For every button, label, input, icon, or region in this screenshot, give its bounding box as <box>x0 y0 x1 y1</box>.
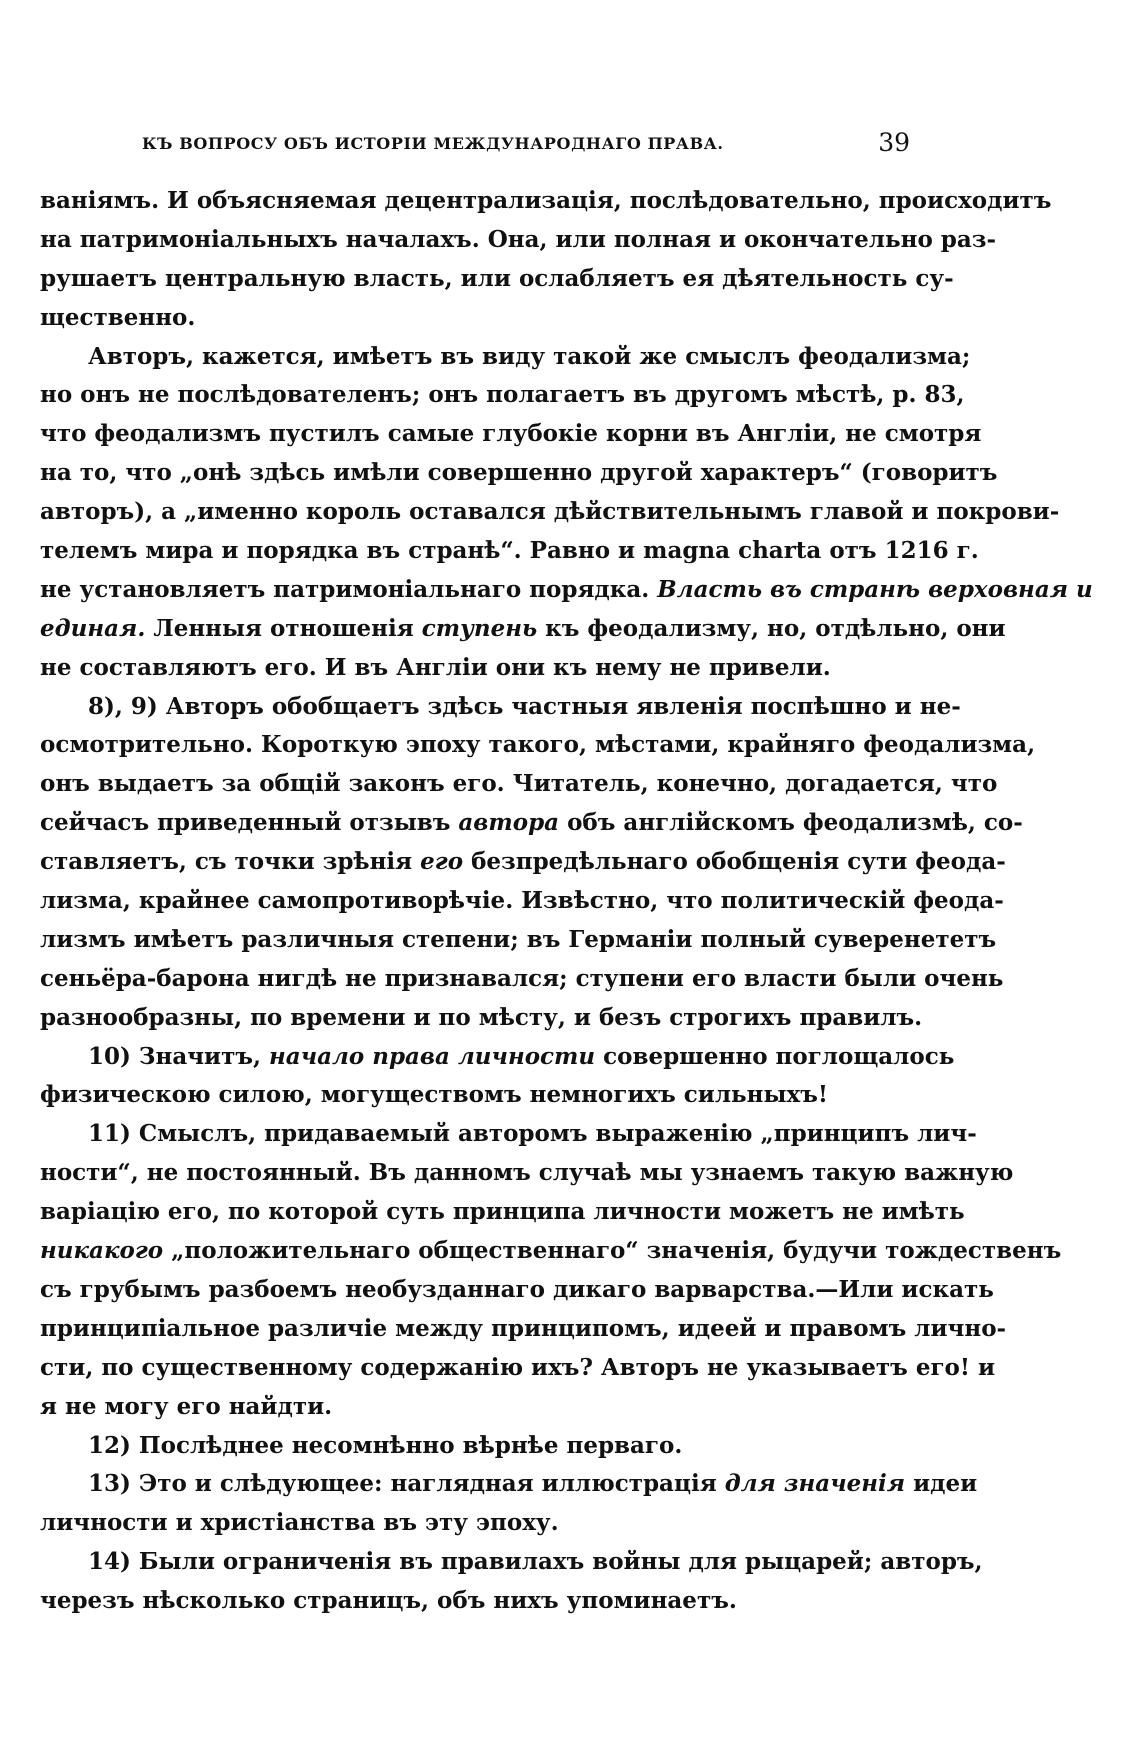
text-line <box>40 454 998 493</box>
text-line <box>40 882 1004 921</box>
text-segment: на патримоніальныхъ началахъ. Она, или полная и окончательно раз- <box>40 225 997 253</box>
text-segment: 12) Послѣднее несомнѣнно вѣрнѣе перваго. <box>88 1431 683 1459</box>
text-segment: разнообразны, по времени и по мѣсту, и безъ строгихъ правилъ. <box>40 1003 923 1031</box>
text-line <box>40 843 1006 882</box>
italic-text-segment: автора <box>458 809 560 837</box>
text-segment: не составляютъ его. И въ Англіи они къ нему не привели. <box>40 653 831 681</box>
text-line <box>40 493 1060 532</box>
text-segment: къ феодализму, но, отдѣльно, они <box>537 614 1006 642</box>
text-segment: варіацію его, по которой суть принципа личности можетъ не имѣть <box>40 1198 965 1226</box>
paragraph-first-line <box>40 1038 955 1077</box>
text-segment: 14) Были ограниченія въ правилахъ войны для рыцарей; авторъ, <box>88 1548 983 1576</box>
text-segment: сейчасъ приведенный отзывъ <box>40 809 459 837</box>
text-segment: черезъ нѣсколько страницъ, объ нихъ упоминаетъ. <box>40 1587 737 1615</box>
text-segment: ности“, не постоянный. Въ данномъ случаѣ мы узнаемъ такую важную <box>40 1159 1014 1187</box>
text-line <box>40 1310 1007 1349</box>
text-segment: Авторъ, кажется, имѣетъ въ виду такой же смыслъ феодализма; <box>88 342 971 370</box>
paragraph-first-line <box>40 1427 910 1466</box>
text-segment: идеи <box>905 1470 978 1498</box>
text-segment: авторъ), а „именно король оставался дѣйствительнымъ главой и покрови- <box>40 498 1060 526</box>
text-segment: не установляетъ патримоніальнаго порядка. <box>40 575 658 603</box>
text-line <box>40 1154 1014 1193</box>
text-segment: щественно. <box>40 303 196 331</box>
body-text <box>40 182 1093 1621</box>
italic-text-segment: его <box>420 848 464 876</box>
text-segment: я не могу его найдти. <box>40 1392 333 1420</box>
text-segment: 13) Это и слѣдующее: наглядная иллюстрація <box>88 1470 725 1498</box>
italic-text-segment: для значенія <box>724 1470 906 1498</box>
paragraph-first-line <box>40 1465 978 1504</box>
text-line <box>40 804 1023 843</box>
text-line <box>40 765 998 804</box>
text-segment: сти, по существенному содержанію ихъ? Авторъ не указываетъ его! и <box>40 1353 996 1381</box>
text-segment: принципіальное различіе между принципомъ, идеей и правомъ лично- <box>40 1314 1007 1342</box>
text-segment: что феодализмъ пустилъ самые глубокіе корни въ Англіи, не смотря <box>40 420 982 448</box>
text-segment: 8), 9) Авторъ обобщаетъ здѣсь частныя явленія поспѣшно и не- <box>88 692 961 720</box>
text-segment: 11) Смыслъ, придаваемый авторомъ выраженію „принципъ лич- <box>88 1120 977 1148</box>
text-segment: онъ выдаетъ за общій законъ его. Читатель, конечно, догадается, что <box>40 770 998 798</box>
text-line <box>40 1388 910 1427</box>
italic-text-segment: ступень <box>421 614 538 642</box>
text-line <box>40 1232 1062 1271</box>
text-line <box>40 1193 965 1232</box>
text-segment: рушаетъ центральную власть, или ослабляетъ ея дѣятельность су- <box>40 264 954 292</box>
text-segment: сеньёра-барона нигдѣ не признавался; ступени его власти были очень <box>40 964 1004 992</box>
text-line <box>40 921 997 960</box>
text-line <box>40 960 1004 999</box>
text-segment: Ленныя отношенія <box>145 614 422 642</box>
text-line <box>40 1349 996 1388</box>
text-line <box>40 999 923 1038</box>
text-segment: телемъ мира и порядка въ странѣ“. Равно и magna charta отъ 1216 г. <box>40 537 979 565</box>
text-segment: 10) Значитъ, <box>88 1042 270 1070</box>
text-line <box>40 649 910 688</box>
text-line <box>40 182 1052 221</box>
text-line <box>40 260 954 299</box>
text-segment: но онъ не послѣдователенъ; онъ полагаетъ въ другомъ мѣстѣ, р. 83, <box>40 381 965 409</box>
text-segment: безпредѣльнаго обобщенія сути феода- <box>463 848 1006 876</box>
text-line <box>40 1076 910 1115</box>
italic-text-segment: никакого <box>40 1237 164 1265</box>
text-line <box>40 726 1036 765</box>
text-segment: физическою силою, могуществомъ немногихъ сильныхъ! <box>40 1081 829 1109</box>
text-segment: совершенно поглощалось <box>595 1042 955 1070</box>
paragraph-first-line <box>40 338 971 377</box>
text-line <box>40 221 997 260</box>
paragraph-first-line <box>40 1543 983 1582</box>
paragraph-first-line <box>40 688 961 727</box>
text-segment: „положительнаго общественнаго“ значенія, будучи тождественъ <box>163 1237 1062 1265</box>
text-segment: объ англійскомъ феодализмѣ, со- <box>559 809 1023 837</box>
text-line <box>40 532 979 571</box>
text-line <box>40 299 910 338</box>
italic-text-segment: единая. <box>40 614 146 642</box>
italic-text-segment: Власть въ странѣ верховная и <box>657 575 1093 603</box>
text-line <box>40 376 965 415</box>
text-segment: съ грубымъ разбоемъ необузданнаго дикаго варварства.—Или искать <box>40 1275 994 1303</box>
running-title: КЪ ВОПРОСУ ОБЪ ИСТОРІИ МЕЖДУНАРОДНАГО ПРАВА. <box>142 134 724 153</box>
text-segment: осмотрительно. Короткую эпоху такого, мѣстами, крайняго феодализма, <box>40 731 1036 759</box>
paragraph-first-line <box>40 1115 977 1154</box>
text-line <box>40 415 982 454</box>
text-line <box>40 1271 994 1310</box>
text-segment: личности и христіанства въ эту эпоху. <box>40 1509 559 1537</box>
text-segment: на то, что „онѣ здѣсь имѣли совершенно другой характеръ“ (говоритъ <box>40 459 998 487</box>
text-segment: ваніямъ. И объясняемая децентрализація, послѣдовательно, происходитъ <box>40 187 1052 214</box>
running-head <box>40 130 910 164</box>
text-line <box>40 1582 910 1621</box>
text-line <box>40 571 1093 610</box>
text-segment: ставляетъ, съ точки зрѣнія <box>40 848 421 876</box>
text-segment: лизма, крайнее самопротиворѣчіе. Извѣстно, что политическій феода- <box>40 887 1004 915</box>
text-line <box>40 610 1006 649</box>
text-segment: лизмъ имѣетъ различныя степени; въ Германіи полный суверенететъ <box>40 925 997 953</box>
italic-text-segment: начало права личности <box>269 1042 596 1070</box>
text-line <box>40 1504 910 1543</box>
page-number: 39 <box>878 128 910 157</box>
